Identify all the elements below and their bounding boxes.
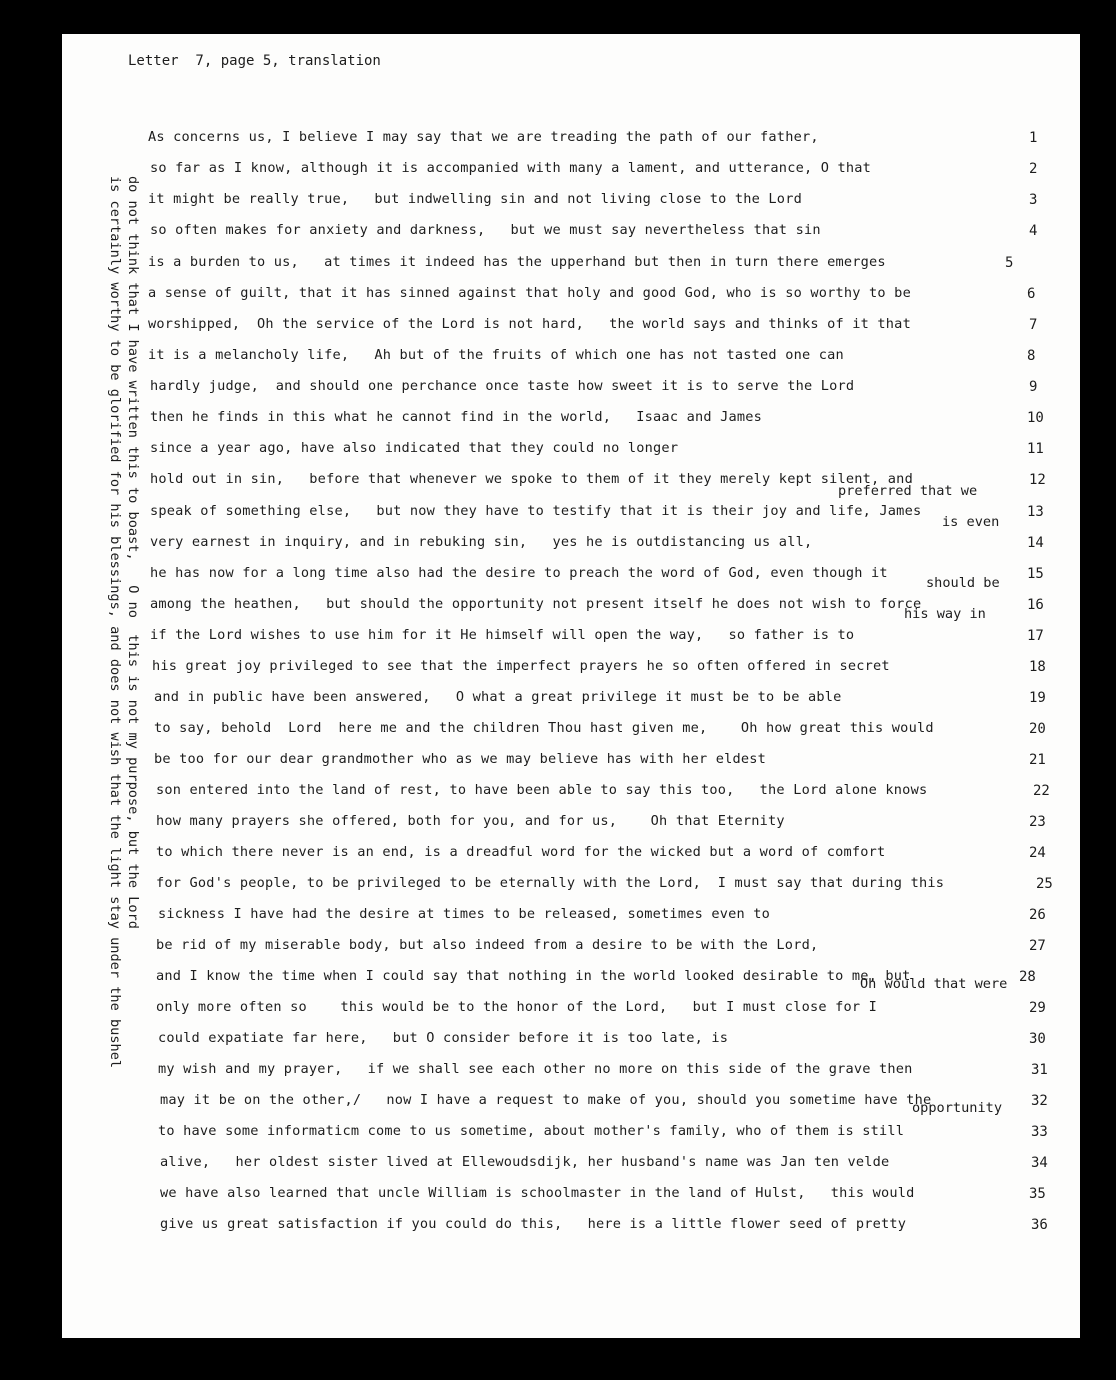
line-number: 12	[1029, 472, 1046, 488]
line-text: be rid of my miserable body, but also indeed from a desire to be with the Lord,	[156, 937, 819, 953]
line-text: son entered into the land of rest, to have been able to say this too, the Lord alone knows	[156, 782, 928, 798]
line-number: 1	[1029, 130, 1038, 146]
line-number: 4	[1029, 223, 1038, 239]
line-number: 26	[1029, 907, 1046, 923]
line-number: 17	[1027, 628, 1044, 644]
line-text: so often makes for anxiety and darkness, but we must say nevertheless that sin	[150, 222, 821, 238]
line-text: how many prayers she offered, both for you, and for us, Oh that Eternity	[156, 813, 785, 829]
line-text: sickness I have had the desire at times to be released, sometimes even to	[158, 906, 771, 922]
line-text: give us great satisfaction if you could do this, here is a little flower seed of pretty	[160, 1216, 907, 1232]
line-text: among the heathen, but should the opportunity not present itself he does not wish to force	[150, 596, 922, 612]
line-text: be too for our dear grandmother who as we may believe has with her eldest	[154, 751, 767, 767]
line-number: 33	[1031, 1124, 1048, 1140]
line-number: 7	[1029, 317, 1038, 333]
letter-page	[62, 34, 1080, 1338]
insertion-text: should be	[926, 575, 1000, 591]
line-text: a sense of guilt, that it has sinned against that holy and good God, who is so worthy to be	[148, 285, 911, 301]
line-number: 23	[1029, 814, 1046, 830]
line-number: 16	[1027, 597, 1044, 613]
line-text: it is a melancholy life, Ah but of the fruits of which one has not tasted one can	[148, 347, 844, 363]
line-number: 8	[1027, 348, 1036, 364]
line-number: 19	[1029, 690, 1046, 706]
line-number: 22	[1033, 783, 1050, 799]
line-number: 20	[1029, 721, 1046, 737]
line-number: 30	[1029, 1031, 1046, 1047]
line-number: 24	[1029, 845, 1046, 861]
line-number: 21	[1029, 752, 1046, 768]
line-text: only more often so this would be to the honor of the Lord, but I must close for I	[156, 999, 878, 1015]
line-text: to which there never is an end, is a dreadful word for the wicked but a word of comfort	[156, 844, 886, 860]
line-text: since a year ago, have also indicated that they could no longer	[150, 440, 679, 456]
insertion-text: his way in	[904, 606, 986, 622]
line-text: then he finds in this what he cannot find in the world, Isaac and James	[150, 409, 763, 425]
line-text: and I know the time when I could say that nothing in the world looked desirable to me, but	[156, 968, 911, 984]
line-number: 3	[1029, 192, 1038, 208]
line-number: 25	[1036, 876, 1053, 892]
line-number: 27	[1029, 938, 1046, 954]
line-text: he has now for a long time also had the desire to preach the word of God, even though it	[150, 565, 888, 581]
line-number: 28	[1019, 969, 1036, 985]
line-number: 15	[1027, 566, 1044, 582]
line-text: to say, behold Lord here me and the children Thou hast given me, Oh how great this would	[154, 720, 934, 736]
line-number: 2	[1029, 161, 1038, 177]
insertion-text: preferred that we	[838, 483, 978, 499]
line-number: 13	[1027, 504, 1044, 520]
line-number: 5	[1005, 255, 1014, 271]
insertion-text: Oh would that were	[860, 976, 1008, 992]
line-text: his great joy privileged to see that the imperfect prayers he so often offered in secret	[152, 658, 890, 674]
line-number: 14	[1027, 535, 1044, 551]
line-text: to have some informaticm come to us sometime, about mother's family, who of them is still	[158, 1123, 905, 1139]
line-number: 10	[1027, 410, 1044, 426]
page-header: Letter 7, page 5, translation	[128, 53, 381, 69]
line-number: 11	[1027, 441, 1044, 457]
line-number: 6	[1027, 286, 1036, 302]
line-text: could expatiate far here, but O consider before it is too late, is	[158, 1030, 729, 1046]
line-text: alive, her oldest sister lived at Ellewoudsdijk, her husband's name was Jan ten velde	[160, 1154, 890, 1170]
line-text: we have also learned that uncle William is schoolmaster in the land of Hulst, this would	[160, 1185, 915, 1201]
line-text: may it be on the other,/ now I have a request to make of you, should you sometime have the	[160, 1092, 932, 1108]
line-text: and in public have been answered, O what a great privilege it must be to be able	[154, 689, 842, 705]
insertion-text: opportunity	[912, 1100, 1003, 1116]
line-text: so far as I know, although it is accompanied with many a lament, and utterance, O that	[150, 160, 872, 176]
line-text: it might be really true, but indwelling sin and not living close to the Lord	[148, 191, 802, 207]
line-text: hardly judge, and should one perchance once taste how sweet it is to serve the Lord	[150, 378, 855, 394]
margin-note-1: do not think that I have written this to boast, O no this is not my purpose, but the Lord	[125, 176, 141, 929]
line-number: 31	[1031, 1062, 1048, 1078]
line-text: very earnest in inquiry, and in rebuking sin, yes he is outdistancing us all,	[150, 534, 813, 550]
line-number: 32	[1031, 1093, 1048, 1109]
line-text: worshipped, Oh the service of the Lord is not hard, the world says and thinks of it that	[148, 316, 911, 332]
line-number: 18	[1029, 659, 1046, 675]
line-number: 35	[1029, 1186, 1046, 1202]
margin-note-2: is certainly worthy to be glorified for his blessings, and does not wish that the light stay under the bushel	[107, 176, 123, 1069]
line-text: hold out in sin, before that whenever we spoke to them of it they merely kept silent, and	[150, 471, 913, 487]
insertion-text: is even	[942, 514, 1000, 530]
line-text: if the Lord wishes to use him for it He himself will open the way, so father is to	[150, 627, 855, 643]
line-text: speak of something else, but now they have to testify that it is their joy and life, James	[150, 503, 922, 519]
line-number: 29	[1029, 1000, 1046, 1016]
line-text: for God's people, to be privileged to be eternally with the Lord, I must say that during this	[156, 875, 945, 891]
line-text: my wish and my prayer, if we shall see each other no more on this side of the grave then	[158, 1061, 913, 1077]
line-text: As concerns us, I believe I may say that we are treading the path of our father,	[148, 129, 819, 145]
line-number: 9	[1029, 379, 1038, 395]
line-number: 36	[1031, 1217, 1048, 1233]
line-number: 34	[1031, 1155, 1048, 1171]
line-text: is a burden to us, at times it indeed has the upperhand but then in turn there emerges	[148, 254, 886, 270]
